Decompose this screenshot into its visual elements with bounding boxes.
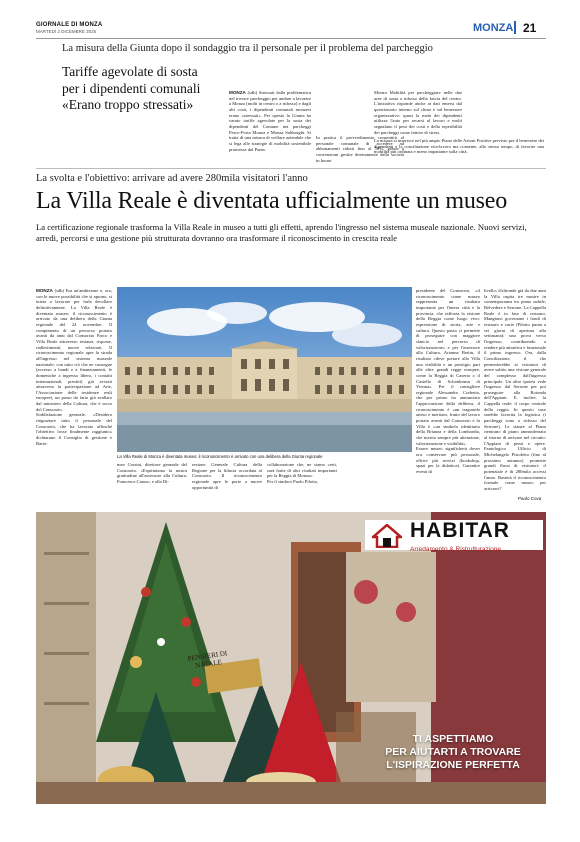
photo-caption: La Villa Reale di Monza è diventata museo: il riconoscimento è arrivato con una delibera della Giunta regionale — [117, 454, 323, 459]
headline-line: per i dipendenti comunali — [62, 80, 201, 96]
body-text-b: Soddisfazione generale. «Desidero ringraziare tutto il personale del Consorzio, che ha lavorato affinché l'obiettivo fosse finalmente raggiunto» dichiarano il Consiglio di gestione e Barto- — [36, 412, 112, 446]
house-logo-icon — [372, 524, 402, 548]
top-article-col4: La misura si inserisce nel più ampio Piano delle Azioni Positive previsto per il benessere dei dipendenti e la conciliazione vita-lavoro ma consente, allo stesso tempo, di favorire una mobilità più ordinata e meno impattante sulla città. — [374, 138, 544, 155]
top-article-kicker: La misura della Giunta dopo il sondaggio tra il personale per il problema del parcheggio — [62, 43, 433, 54]
slogan-line: TI ASPETTIAMO — [412, 733, 494, 745]
main-article-col1 — [36, 288, 112, 498]
body-text: (sdb) Era un'ambizione e, ora, con le nuove possibilità che si aprono, si inizia a lavorare per farla decollare definitivamente. La Villa Reale è diventata museo: il riconoscimento è arrivato da una delibera della Giunta regionale del 24 novembre. Il compimento di un percorso portato avanti da anni dal Consorzio Parco e Villa Reale attraverso restauri, risposte, riallestimenti, nuove relazioni. Il riconoscimento regionale apre la strada all'ingresso nel sistema museale nazionale; con tutto ciò che ne consegue (accesso a bandi e a finanziamenti, le domeniche a ingresso libero, i contatti internazionali, prestiti) già avviati attraverso la partecipazione ad Arte, l'Associazione delle residenze reali europee), un passo da fatto già avallato dal ministero della Cultura, che è socio del Consorzio. — [36, 288, 112, 412]
body-text: (sdb) Stressati dalla problematica nel trovare parcheggio per andare a lavorare a Monza (molti in centro o a ridosso) e dagli alti costi, i dipendenti comunali monzesi erano «stressati». Per questo la Giunta ha varato tariffe agevolate per la sosta dei dipendenti del Comune nei parcheggi Parco-Porta Monza e Monza Sobborghi. Si tratta di una misura di welfare aziendale che si lega alle strategie di mobilità sostenibile promosse dal Pums. — [229, 90, 311, 152]
body-text-b: Essere museo significherà dover ora conservare più personale, offrire più servizi (bookshop, spazi per la didattica). Garantire eventi di — [416, 446, 480, 474]
page-number: 21 — [523, 21, 537, 35]
body-text: collaborazione che, ne siamo certi, sarà fonte di altri risultati importanti per la Reggia di Monza». — [267, 462, 337, 479]
section-rule — [36, 168, 546, 169]
ad-slogan — [368, 733, 538, 772]
body-text: presidente del Consorzio, «il riconoscimento come museo rappresenta un risultato importante per l'intera città e la provincia, che rafforza la visione della Reggia come luogo vivo: espressione di storia, arte e cultura. Questo passo ci permette di proseguire con maggiore slancio nel percorso di valorizzazione» e per l'assessore alla Cultura, Arianna Bettin, il risultato «deve portare alla Villa una visibilità e un prestigio pari alle altre grandi regge europee, come la Reggia di Caserta o il Castello di Schönbrunn di Vienna». Per il consigliere regionale Alessandro Corbetta, che per primo ha annunciato l'approvazione della delibera, il riconoscimento è «un traguardo atteso e meritato, frutto del lavoro portato avanti dal Consorzio e fa Villa è «un simbolo identitario della Brianza e della Lombardia, che merita sempre più attenzione, valorizzazione e visibilità». — [416, 288, 480, 446]
main-article-kicker: La svolta e l'obiettivo: arrivare ad avere 280mila visitatori l'anno — [36, 173, 308, 184]
main-article-col2-cont: rezione Generale Cultura della Regione per la fiducia accordata al Consorzio. Il riconoscimento regionale apre le porte a nuove opportunità di — [192, 462, 262, 490]
body-text-b: Per il sindaco Paolo Pilotto, — [267, 478, 319, 484]
masthead-name: GIORNALE DI MONZA — [36, 22, 103, 28]
dateline: MONZA — [36, 288, 53, 293]
top-article-col2: In pratica il provvedimento consentirà al personale comunale di accedere ad abbonamenti ridotti fino al 50%, grazie a convenzioni gestite direttamente dalla società in house — [316, 135, 404, 163]
header-rule — [36, 38, 546, 39]
masthead-date: MARTEDÌ 2 DICEMBRE 2025 — [36, 29, 97, 34]
section-divider — [514, 21, 516, 34]
villa-reale-photo — [117, 287, 412, 452]
ad-brand: HABITAR — [410, 519, 510, 542]
main-article-col1-cont: meo Corsini, direttore generale del Consorzio. «Esprimiamo la nostra gratitudine all'assessore alla Cultura, Francesca Caruso, e alla Di- — [117, 462, 187, 484]
dateline: MONZA — [229, 90, 246, 95]
top-article-col1 — [229, 90, 311, 152]
slogan-line: L'ISPIRAZIONE PERFETTA — [386, 759, 520, 771]
main-article-headline: La Villa Reale è diventata ufficialmente un museo — [36, 188, 508, 214]
top-article-col3: Monza Mobilità per parcheggiare nelle due aree di sosta a ridosso della fascia del centro. L'iniziativa risponde anche ai dati emersi dal questionario interno sul clima e sul benessere organizzativo: quasi la metà dei dipendenti utilizza l'auto per recarsi al lavoro e molti segnalano il peso dei costi e della reperibilità dei parcheggi come fattore di stress. — [374, 90, 462, 135]
ad-subtitle: Arredamento & Ristrutturazione — [410, 546, 502, 553]
main-article-col4 — [416, 288, 480, 506]
headline-line: Tariffe agevolate di sosta — [62, 64, 198, 79]
main-article-deck: La certificazione regionale trasforma la Villa Reale in museo a tutti gli effetti, aprendo l'ingresso nel sistema museale nazionale. Nuovi servizi, arredi, percorsi e una gestione più strutturata dovranno ora trasformare il riconoscimento in crescita reale — [36, 222, 527, 243]
section-name: MONZA — [473, 22, 514, 34]
main-article-col5: livello; d'altronde già da due anni la Villa ospita tre mostre in contemporanea tra piano nobile, Belvedere e Serrone. La Cappella Reale è in fase di restauro, Mangiarsi governane i fondi di restauro e varie (Pilotto punta a sei giorni di apertura alla settimana): una prova verso l'ingresso, contribuendo a rendere più attrattiva e funzionale il primo ingresso. Ora, dalla Conciliazione, il che permetterebbe ai visitatori di avere subito una visione generale del complesso dall'ingresso principale. Un altro ipotesi vede l'ingresso dal Serrone per poi proseguire alla Rotonda dell'Appiani. E, inoltre, la Cappella reale, il corpo centrale della reggia. In questo caso sarebbe favorita la logistica (i parcheggi sono a ridosso del Serrone). Le stanze al Piano rientrano di piano ammodernato al ritorno di arrivare nel circuito: l'Appiani di pezzi e opere. Fantologico Ufficio di Michelangelo Pistoletto (fino al prossimo autunno) promette grandi flussi di visitatori: il potenziale è di 280mila accessi l'anno. Basterà il riconoscimento formale come museo per arrivarci? — [484, 288, 546, 491]
byline: Paolo Cova — [518, 496, 542, 501]
top-article-headline — [62, 64, 232, 114]
slogan-line: PER AIUTARTI A TROVARE — [385, 746, 521, 758]
main-article-col3-cont — [267, 462, 337, 485]
headline-line: «Erano troppo stressati» — [62, 97, 194, 112]
house-logo-svg — [372, 524, 402, 548]
ad-wooden-sign-text: PENSIERI DI NATALE — [187, 649, 228, 670]
villa-reale-illustration — [117, 287, 412, 452]
